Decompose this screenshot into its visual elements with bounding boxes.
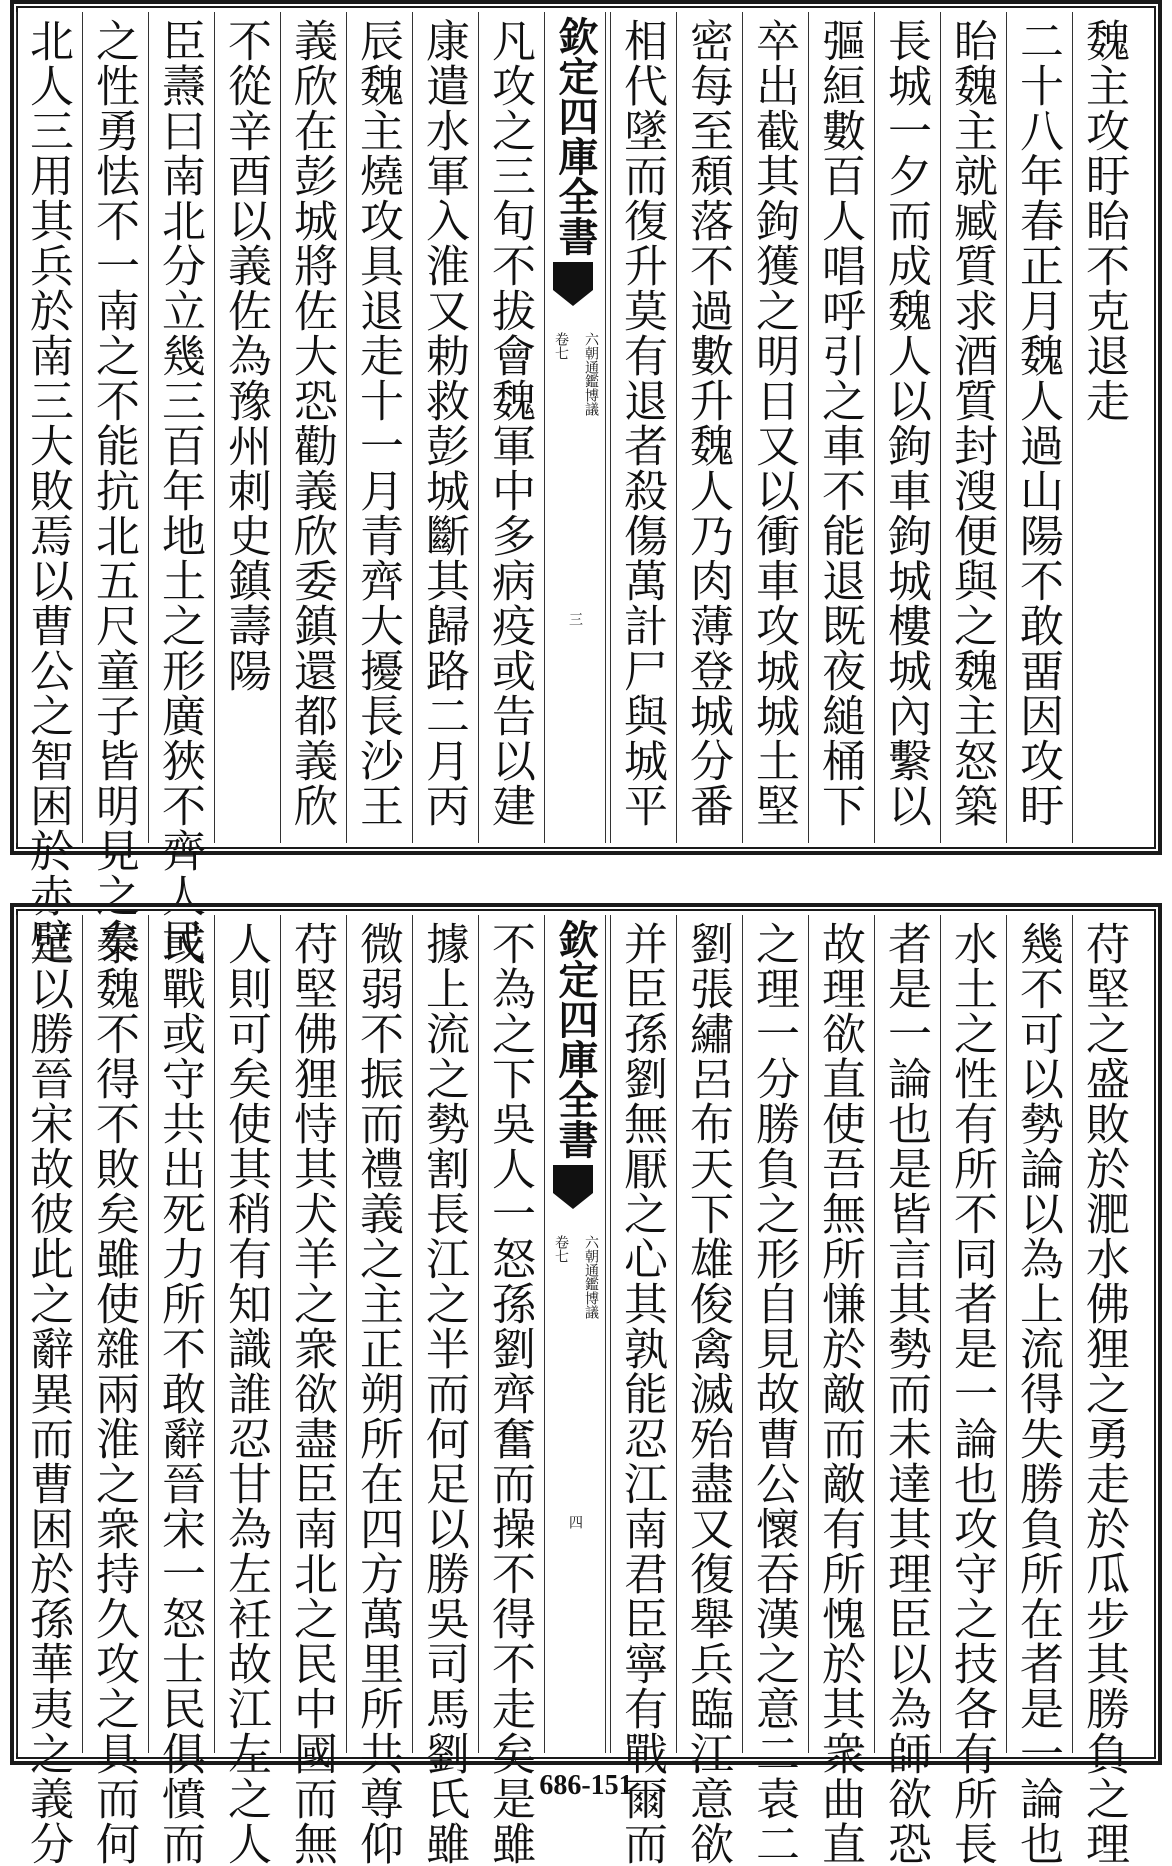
book-title: 六朝通鑑博議: [583, 332, 599, 416]
text-column: [742, 915, 804, 1866]
text-column: [16, 915, 78, 1866]
column-text: 康遣水軍入淮又勅救彭城斷其歸路二月丙: [418, 18, 469, 828]
column-text: 辰魏主燒攻具退走十一月青齊大擾長沙王: [352, 18, 403, 828]
text-column: [478, 12, 540, 843]
column-text: 或戰或守共出死力所不敢辭晉宋一怒士民俱憤而: [154, 921, 205, 1866]
column-text: 劉張繡呂布天下雄俊禽滅殆盡又復舉兵臨江意欲: [682, 921, 733, 1866]
text-column: [1072, 915, 1134, 1866]
text-column: [16, 12, 78, 963]
column-text: 之性勇怯不一南之不能抗北五尺童子皆明見之矣: [88, 18, 139, 963]
text-column: [412, 915, 474, 1866]
column-text: 不為之下吳人一怒孫劉齊奮而操不得不走矣是雖: [484, 921, 535, 1866]
text-column: [742, 12, 804, 843]
text-column: [478, 915, 540, 1866]
center-margin-strip: [544, 12, 606, 843]
text-column: [148, 12, 210, 963]
text-column: [676, 915, 738, 1866]
text-column: [676, 12, 738, 843]
column-text: 卒出截其鉤獲之明日又以衝車攻城城土堅: [748, 18, 799, 828]
center-margin-strip: [544, 915, 606, 1753]
column-text: 人則可矣使其稍有知識誰忍甘為左衽故江左之人: [220, 921, 271, 1866]
text-column: [346, 12, 408, 843]
column-text: 足以勝晉宋故彼此之辭異而曹困於孫華夷之義分: [22, 921, 73, 1866]
text-column: [610, 915, 672, 1866]
column-text: 據上流之勢割長江之半而何足以勝吳司馬劉氏雖: [418, 921, 469, 1866]
book-title: 六朝通鑑博議: [583, 1235, 599, 1319]
column-text: 二十八年春正月魏人過山陽不敢畱因攻盱: [1012, 18, 1063, 828]
fish-tail-mark: [553, 1165, 593, 1209]
text-column: [82, 915, 144, 1866]
volume-label: 卷七: [553, 332, 569, 360]
column-text: 故理欲直使吾無所慊於敵而敵有所愧於其衆曲直: [814, 921, 865, 1866]
column-text: 不從辛酉以義佐為豫州刺史鎮壽陽: [220, 18, 271, 693]
column-text: 北人三用其兵於南三大敗焉以曹公之智困於赤壁: [22, 18, 73, 963]
text-column: [412, 12, 474, 843]
upper-page: [10, 0, 1162, 963]
leaf-number: 四: [567, 1515, 583, 1529]
column-text: 苻堅之盛敗於淝水佛狸之勇走於瓜步其勝負之理: [1078, 921, 1129, 1866]
library-title: 欽定四庫全書: [552, 16, 599, 256]
text-column: [940, 12, 1002, 843]
text-column: [1006, 12, 1068, 843]
text-column: [346, 915, 408, 1866]
column-text: 密每至頹落不過數升魏人乃肉薄登城分番: [682, 18, 733, 828]
column-text: 義欣在彭城將佐大恐勸義欣委鎮還都義欣: [286, 18, 337, 828]
text-column: [808, 12, 870, 843]
column-text: 泰魏不得不敗矣雖使雜兩淮之衆持久攻之具而何: [88, 921, 139, 1866]
column-text: 苻堅佛狸恃其犬羊之衆欲盡臣南北之民中國而無: [286, 921, 337, 1866]
library-title: 欽定四庫全書: [552, 919, 599, 1159]
column-text: 微弱不振而禮義之主正朔所在四方萬里所共尊仰: [352, 921, 403, 1866]
fish-tail-mark: [553, 262, 593, 306]
column-text: 眙魏主就臧質求酒質封溲便與之魏主怒築: [946, 18, 997, 828]
column-text: 之理一分勝負之形自見故曹公懷吞漢之意二袁二: [748, 921, 799, 1866]
column-text: 并臣孫劉無厭之心其孰能忍江南君臣寧有戰爾而: [616, 921, 667, 1866]
text-column: [808, 915, 870, 1866]
column-text: 相代墜而復升莫有退者殺傷萬計尸與城平: [616, 18, 667, 828]
page-number-footer: 686-151: [539, 1770, 633, 1801]
leaf-number: 三: [567, 612, 583, 626]
column-text: 水土之性有所不同者是一論也攻守之技各有所長: [946, 921, 997, 1866]
text-column: [214, 915, 276, 1866]
text-column: [874, 915, 936, 1866]
text-column: [874, 12, 936, 843]
column-text: 長城一夕而成魏人以鉤車鉤城樓城內繫以: [880, 18, 931, 828]
text-column: [1006, 915, 1068, 1866]
text-column: [214, 12, 276, 843]
upper-page-text-area: [22, 12, 1150, 963]
text-column: [280, 915, 342, 1866]
text-column: [940, 915, 1002, 1866]
text-column: [1072, 12, 1134, 843]
text-column: [610, 12, 672, 843]
text-column: [280, 12, 342, 843]
column-text: 魏主攻盱眙不克退走: [1078, 18, 1129, 423]
text-column: [82, 12, 144, 963]
column-text: 者是一論也是皆言其勢而未達其理臣以為師欲恐: [880, 921, 931, 1866]
column-text: 幾不可以勢論以為上流得失勝負所在者是一論也: [1012, 921, 1063, 1866]
column-text: 臣燾曰南北分立幾三百年地土之形廣狹不齊人民: [154, 18, 205, 963]
volume-label: 卷七: [553, 1235, 569, 1263]
column-text: 彄絙數百人唱呼引之車不能退既夜縋桶下: [814, 18, 865, 828]
column-text: 凡攻之三旬不拔會魏軍中多病疫或告以建: [484, 18, 535, 828]
text-column: [148, 915, 210, 1866]
